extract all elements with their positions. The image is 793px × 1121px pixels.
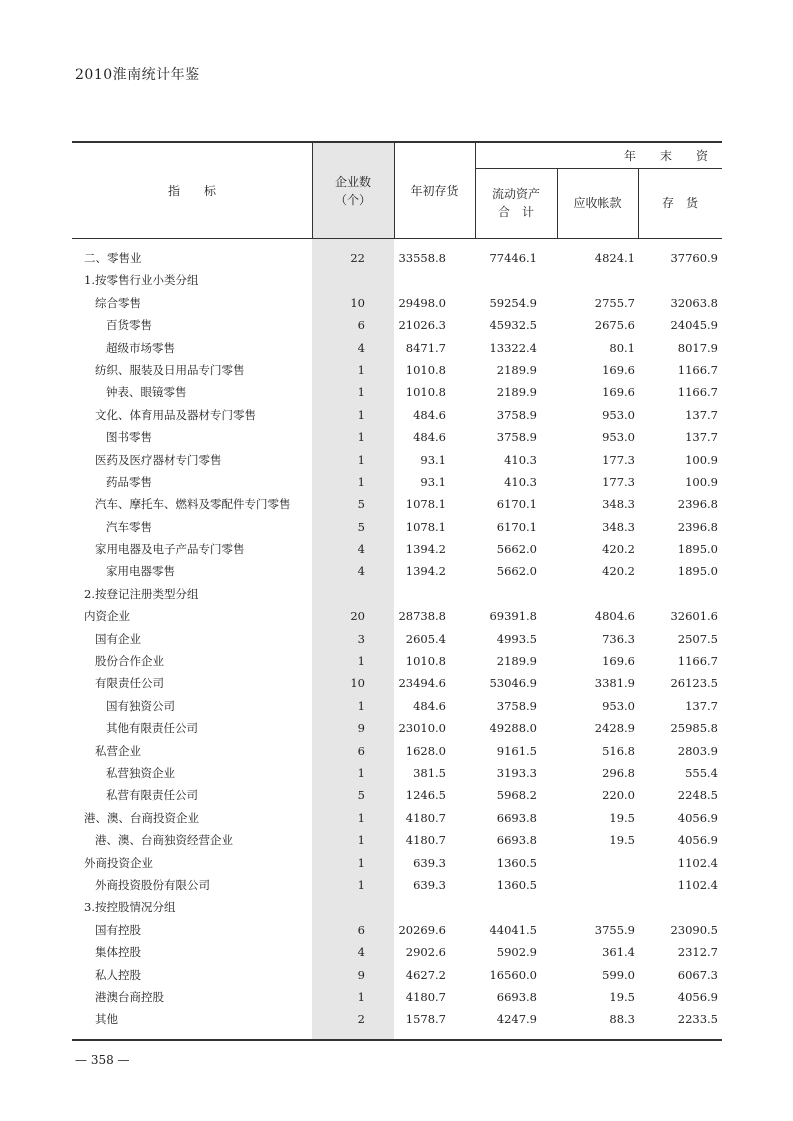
table-row: [72, 807, 722, 829]
cell-inventory: 25985.8: [670, 721, 718, 736]
row-label: 国有企业: [95, 631, 141, 646]
cell-enterprises: 6: [357, 922, 365, 937]
col-header-current-assets: 流动资产 合 计: [491, 187, 540, 219]
cell-receivables: 177.3: [602, 474, 635, 489]
cell-current-assets: 6693.8: [496, 810, 537, 825]
cell-enterprises: 4: [357, 340, 365, 355]
cell-receivables: 4804.6: [594, 609, 635, 624]
cell-current-assets: 49288.0: [489, 721, 537, 736]
cell-receivables: 361.4: [602, 945, 635, 960]
cell-opening-inventory: 1010.8: [405, 654, 446, 669]
table-row: [72, 269, 722, 291]
table-row: [72, 449, 722, 471]
cell-inventory: 1166.7: [677, 654, 718, 669]
cell-current-assets: 3758.9: [496, 407, 537, 422]
table-row: [72, 986, 722, 1008]
cell-enterprises: 4: [357, 945, 365, 960]
cell-current-assets: 5902.9: [496, 945, 537, 960]
row-label: 2.按登记注册类型分组: [84, 586, 199, 601]
row-label: 其他: [95, 1012, 118, 1027]
row-label: 外商投资企业: [84, 855, 153, 870]
row-label: 汽车零售: [106, 519, 152, 534]
cell-receivables: 736.3: [602, 631, 635, 646]
cell-inventory: 1895.0: [677, 542, 718, 557]
row-label: 家用电器及电子产品专门零售: [95, 542, 245, 557]
cell-current-assets: 69391.8: [489, 609, 537, 624]
cell-current-assets: 6170.1: [496, 497, 537, 512]
cell-inventory: 8017.9: [677, 340, 718, 355]
cell-current-assets: 2189.9: [496, 654, 537, 669]
cell-opening-inventory: 21026.3: [398, 318, 446, 333]
cell-inventory: 37760.9: [670, 251, 718, 265]
row-label: 集体控股: [95, 945, 141, 960]
row-label: 汽车、摩托车、燃料及零配件专门零售: [95, 497, 291, 512]
row-label: 3.按控股情况分组: [84, 900, 176, 915]
cell-inventory: 2233.5: [677, 1012, 718, 1027]
col-group-header: 年 末 资: [623, 148, 708, 163]
cell-receivables: 599.0: [602, 967, 635, 982]
table-row: [72, 964, 722, 986]
cell-enterprises: 1: [357, 698, 365, 713]
table-row: [72, 1008, 722, 1030]
cell-inventory: 26123.5: [670, 676, 718, 691]
cell-receivables: 2755.7: [594, 295, 635, 310]
cell-opening-inventory: 1246.5: [405, 788, 446, 803]
cell-current-assets: 410.3: [504, 474, 537, 489]
cell-enterprises: 20: [350, 609, 365, 624]
cell-opening-inventory: 1010.8: [405, 385, 446, 400]
table-row: [72, 404, 722, 426]
table-row: [72, 381, 722, 403]
cell-opening-inventory: 2605.4: [405, 631, 446, 646]
cell-opening-inventory: 1578.7: [405, 1012, 446, 1027]
cell-inventory: 1166.7: [677, 362, 718, 377]
row-label: 内资企业: [84, 609, 130, 624]
table-row: [72, 896, 722, 918]
cell-enterprises: 1: [357, 833, 365, 848]
table-row: [72, 628, 722, 650]
table-row: [72, 538, 722, 560]
table-row: [72, 560, 722, 582]
cell-inventory: 2803.9: [677, 743, 718, 758]
cell-receivables: 348.3: [602, 519, 635, 534]
cell-inventory: 24045.9: [670, 318, 718, 333]
cell-current-assets: 59254.9: [489, 295, 537, 310]
cell-receivables: 953.0: [602, 407, 635, 422]
cell-opening-inventory: 33558.8: [398, 251, 446, 265]
cell-opening-inventory: 381.5: [413, 765, 446, 780]
col-header-receivables: 应收帐款: [573, 196, 622, 210]
cell-inventory: 2396.8: [677, 497, 718, 512]
col-header-inventory: 存 货: [661, 196, 698, 210]
cell-enterprises: 1: [357, 362, 365, 377]
cell-opening-inventory: 4180.7: [405, 989, 446, 1004]
cell-enterprises: 3: [357, 631, 365, 646]
cell-opening-inventory: 4627.2: [405, 967, 446, 982]
col-header-opening-inventory: 年初存货: [410, 183, 459, 198]
row-label: 百货零售: [106, 318, 152, 333]
row-label: 1.按零售行业小类分组: [84, 273, 199, 288]
cell-opening-inventory: 1010.8: [405, 362, 446, 377]
cell-opening-inventory: 28738.8: [398, 609, 446, 624]
table-header: [72, 143, 722, 239]
cell-current-assets: 45932.5: [489, 318, 537, 333]
row-label: 私营有限责任公司: [106, 788, 198, 803]
cell-enterprises: 1: [357, 474, 365, 489]
cell-opening-inventory: 93.1: [420, 474, 446, 489]
table-row: [72, 516, 722, 538]
cell-enterprises: 10: [350, 295, 365, 310]
row-label: 其他有限责任公司: [106, 721, 198, 736]
running-header: 2010淮南统计年鉴: [75, 67, 200, 83]
cell-receivables: 348.3: [602, 497, 635, 512]
cell-receivables: 953.0: [602, 430, 635, 445]
cell-receivables: 953.0: [602, 698, 635, 713]
row-label: 私营企业: [95, 743, 141, 758]
cell-enterprises: 5: [357, 788, 365, 803]
cell-enterprises: 1: [357, 407, 365, 422]
table-row: [72, 314, 722, 336]
cell-receivables: 296.8: [602, 765, 635, 780]
cell-opening-inventory: 484.6: [413, 407, 446, 422]
cell-enterprises: 1: [357, 385, 365, 400]
cell-inventory: 137.7: [685, 698, 718, 713]
cell-receivables: 420.2: [602, 542, 635, 557]
page-number: — 358 —: [75, 1053, 130, 1067]
cell-enterprises: 10: [350, 676, 365, 691]
cell-current-assets: 44041.5: [489, 922, 537, 937]
row-label: 综合零售: [95, 295, 141, 310]
cell-enterprises: 1: [357, 855, 365, 870]
table-row: [72, 874, 722, 896]
cell-opening-inventory: 23494.6: [398, 676, 446, 691]
row-label: 股份合作企业: [95, 654, 164, 669]
cell-inventory: 2396.8: [677, 519, 718, 534]
cell-receivables: 169.6: [602, 654, 635, 669]
cell-current-assets: 5662.0: [496, 564, 537, 579]
cell-enterprises: 1: [357, 877, 365, 892]
cell-current-assets: 5968.2: [496, 788, 537, 803]
cell-receivables: 19.5: [609, 989, 635, 1004]
cell-opening-inventory: 20269.6: [398, 922, 446, 937]
cell-inventory: 1166.7: [677, 385, 718, 400]
cell-inventory: 4056.9: [677, 989, 718, 1004]
cell-opening-inventory: 4180.7: [405, 833, 446, 848]
cell-inventory: 137.7: [685, 430, 718, 445]
table-row: [72, 941, 722, 963]
cell-enterprises: 1: [357, 765, 365, 780]
cell-inventory: 137.7: [685, 407, 718, 422]
table-row: [72, 829, 722, 851]
cell-inventory: 2312.7: [677, 945, 718, 960]
cell-receivables: 516.8: [602, 743, 635, 758]
row-label: 有限责任公司: [95, 676, 164, 691]
cell-enterprises: 6: [357, 743, 365, 758]
row-label: 纺织、服装及日用品专门零售: [95, 362, 245, 377]
row-label: 私营独资企业: [106, 765, 175, 780]
cell-current-assets: 6170.1: [496, 519, 537, 534]
table-row: [72, 426, 722, 448]
cell-current-assets: 3193.3: [496, 765, 537, 780]
row-label: 外商投资股份有限公司: [95, 877, 210, 892]
table-row: [72, 672, 722, 694]
row-label: 图书零售: [106, 430, 152, 445]
cell-receivables: 2675.6: [594, 318, 635, 333]
cell-current-assets: 6693.8: [496, 989, 537, 1004]
cell-current-assets: 77446.1: [489, 251, 537, 265]
cell-opening-inventory: 1394.2: [405, 564, 446, 579]
cell-receivables: 80.1: [609, 340, 635, 355]
cell-opening-inventory: 1394.2: [405, 542, 446, 557]
cell-current-assets: 53046.9: [489, 676, 537, 691]
cell-inventory: 555.4: [685, 765, 718, 780]
row-label: 港、澳、台商投资企业: [84, 810, 199, 825]
cell-current-assets: 3758.9: [496, 698, 537, 713]
cell-receivables: 19.5: [609, 833, 635, 848]
cell-receivables: 169.6: [602, 362, 635, 377]
table-row: [72, 359, 722, 381]
cell-receivables: 169.6: [602, 385, 635, 400]
cell-opening-inventory: 23010.0: [398, 721, 446, 736]
cell-inventory: 32601.6: [670, 609, 718, 624]
row-label: 港、澳、台商独资经营企业: [95, 833, 233, 848]
table-row: [72, 852, 722, 874]
cell-current-assets: 6693.8: [496, 833, 537, 848]
table-row: [72, 695, 722, 717]
table-row: [72, 717, 722, 739]
cell-inventory: 6067.3: [677, 967, 718, 982]
cell-inventory: 32063.8: [670, 295, 718, 310]
cell-inventory: 1895.0: [677, 564, 718, 579]
cell-receivables: 177.3: [602, 452, 635, 467]
row-label: 国有独资公司: [106, 698, 175, 713]
cell-current-assets: 9161.5: [496, 743, 537, 758]
row-label: 港澳台商控股: [95, 989, 164, 1004]
row-label: 药品零售: [106, 474, 152, 489]
cell-enterprises: 6: [357, 318, 365, 333]
cell-opening-inventory: 1078.1: [405, 519, 446, 534]
cell-opening-inventory: 639.3: [413, 877, 446, 892]
cell-inventory: 4056.9: [677, 810, 718, 825]
cell-opening-inventory: 484.6: [413, 430, 446, 445]
cell-current-assets: 13322.4: [489, 340, 537, 355]
table-body: [72, 239, 722, 1039]
cell-enterprises: 5: [357, 497, 365, 512]
row-label: 私人控股: [95, 967, 141, 982]
cell-current-assets: 1360.5: [496, 855, 537, 870]
table-row: [72, 583, 722, 605]
cell-receivables: 4824.1: [594, 251, 635, 265]
col-header-enterprises: 企业数 （个）: [334, 174, 371, 207]
cell-receivables: 3381.9: [594, 676, 635, 691]
cell-inventory: 2248.5: [677, 788, 718, 803]
cell-receivables: 2428.9: [594, 721, 635, 736]
cell-enterprises: 4: [357, 564, 365, 579]
cell-inventory: 100.9: [685, 452, 718, 467]
cell-enterprises: 1: [357, 810, 365, 825]
cell-current-assets: 4993.5: [496, 631, 537, 646]
cell-enterprises: 5: [357, 519, 365, 534]
cell-receivables: 88.3: [609, 1012, 635, 1027]
col-header-indicator: 指 标: [167, 183, 216, 198]
cell-opening-inventory: 4180.7: [405, 810, 446, 825]
cell-enterprises: 1: [357, 452, 365, 467]
cell-current-assets: 5662.0: [496, 542, 537, 557]
cell-receivables: 3755.9: [594, 922, 635, 937]
cell-receivables: 420.2: [602, 564, 635, 579]
cell-opening-inventory: 8471.7: [405, 340, 446, 355]
cell-enterprises: 22: [350, 251, 365, 265]
cell-current-assets: 2189.9: [496, 385, 537, 400]
cell-current-assets: 4247.9: [496, 1012, 537, 1027]
cell-opening-inventory: 1078.1: [405, 497, 446, 512]
table-row: [72, 605, 722, 627]
cell-inventory: 100.9: [685, 474, 718, 489]
cell-current-assets: 16560.0: [489, 967, 537, 982]
cell-opening-inventory: 484.6: [413, 698, 446, 713]
cell-current-assets: 410.3: [504, 452, 537, 467]
row-label: 文化、体育用品及器材专门零售: [95, 407, 256, 422]
row-label: 国有控股: [95, 922, 141, 937]
table-row: [72, 247, 722, 269]
cell-inventory: 4056.9: [677, 833, 718, 848]
cell-inventory: 2507.5: [677, 631, 718, 646]
cell-inventory: 23090.5: [670, 922, 718, 937]
row-label: 医药及医疗器材专门零售: [95, 452, 222, 467]
cell-current-assets: 1360.5: [496, 877, 537, 892]
table-row: [72, 762, 722, 784]
table-row: [72, 650, 722, 672]
row-label: 二、零售业: [84, 251, 142, 265]
table-row: [72, 471, 722, 493]
cell-inventory: 1102.4: [677, 877, 718, 892]
cell-enterprises: 1: [357, 989, 365, 1004]
table-row: [72, 337, 722, 359]
table-row: [72, 784, 722, 806]
table-row: [72, 919, 722, 941]
row-label: 家用电器零售: [106, 564, 175, 579]
cell-current-assets: 3758.9: [496, 430, 537, 445]
table-row: [72, 740, 722, 762]
cell-enterprises: 1: [357, 654, 365, 669]
cell-receivables: 220.0: [602, 788, 635, 803]
cell-enterprises: 9: [357, 967, 365, 982]
table-row: [72, 493, 722, 515]
cell-current-assets: 2189.9: [496, 362, 537, 377]
cell-opening-inventory: 2902.6: [405, 945, 446, 960]
cell-enterprises: 9: [357, 721, 365, 736]
cell-opening-inventory: 639.3: [413, 855, 446, 870]
cell-inventory: 1102.4: [677, 855, 718, 870]
cell-enterprises: 2: [357, 1012, 365, 1027]
row-label: 超级市场零售: [106, 340, 175, 355]
table-row: [72, 292, 722, 314]
cell-opening-inventory: 1628.0: [405, 743, 446, 758]
cell-receivables: 19.5: [609, 810, 635, 825]
row-label: 钟表、眼镜零售: [106, 385, 187, 400]
cell-enterprises: 4: [357, 542, 365, 557]
cell-opening-inventory: 29498.0: [398, 295, 446, 310]
cell-enterprises: 1: [357, 430, 365, 445]
cell-opening-inventory: 93.1: [420, 452, 446, 467]
statistics-table: [72, 141, 722, 1041]
